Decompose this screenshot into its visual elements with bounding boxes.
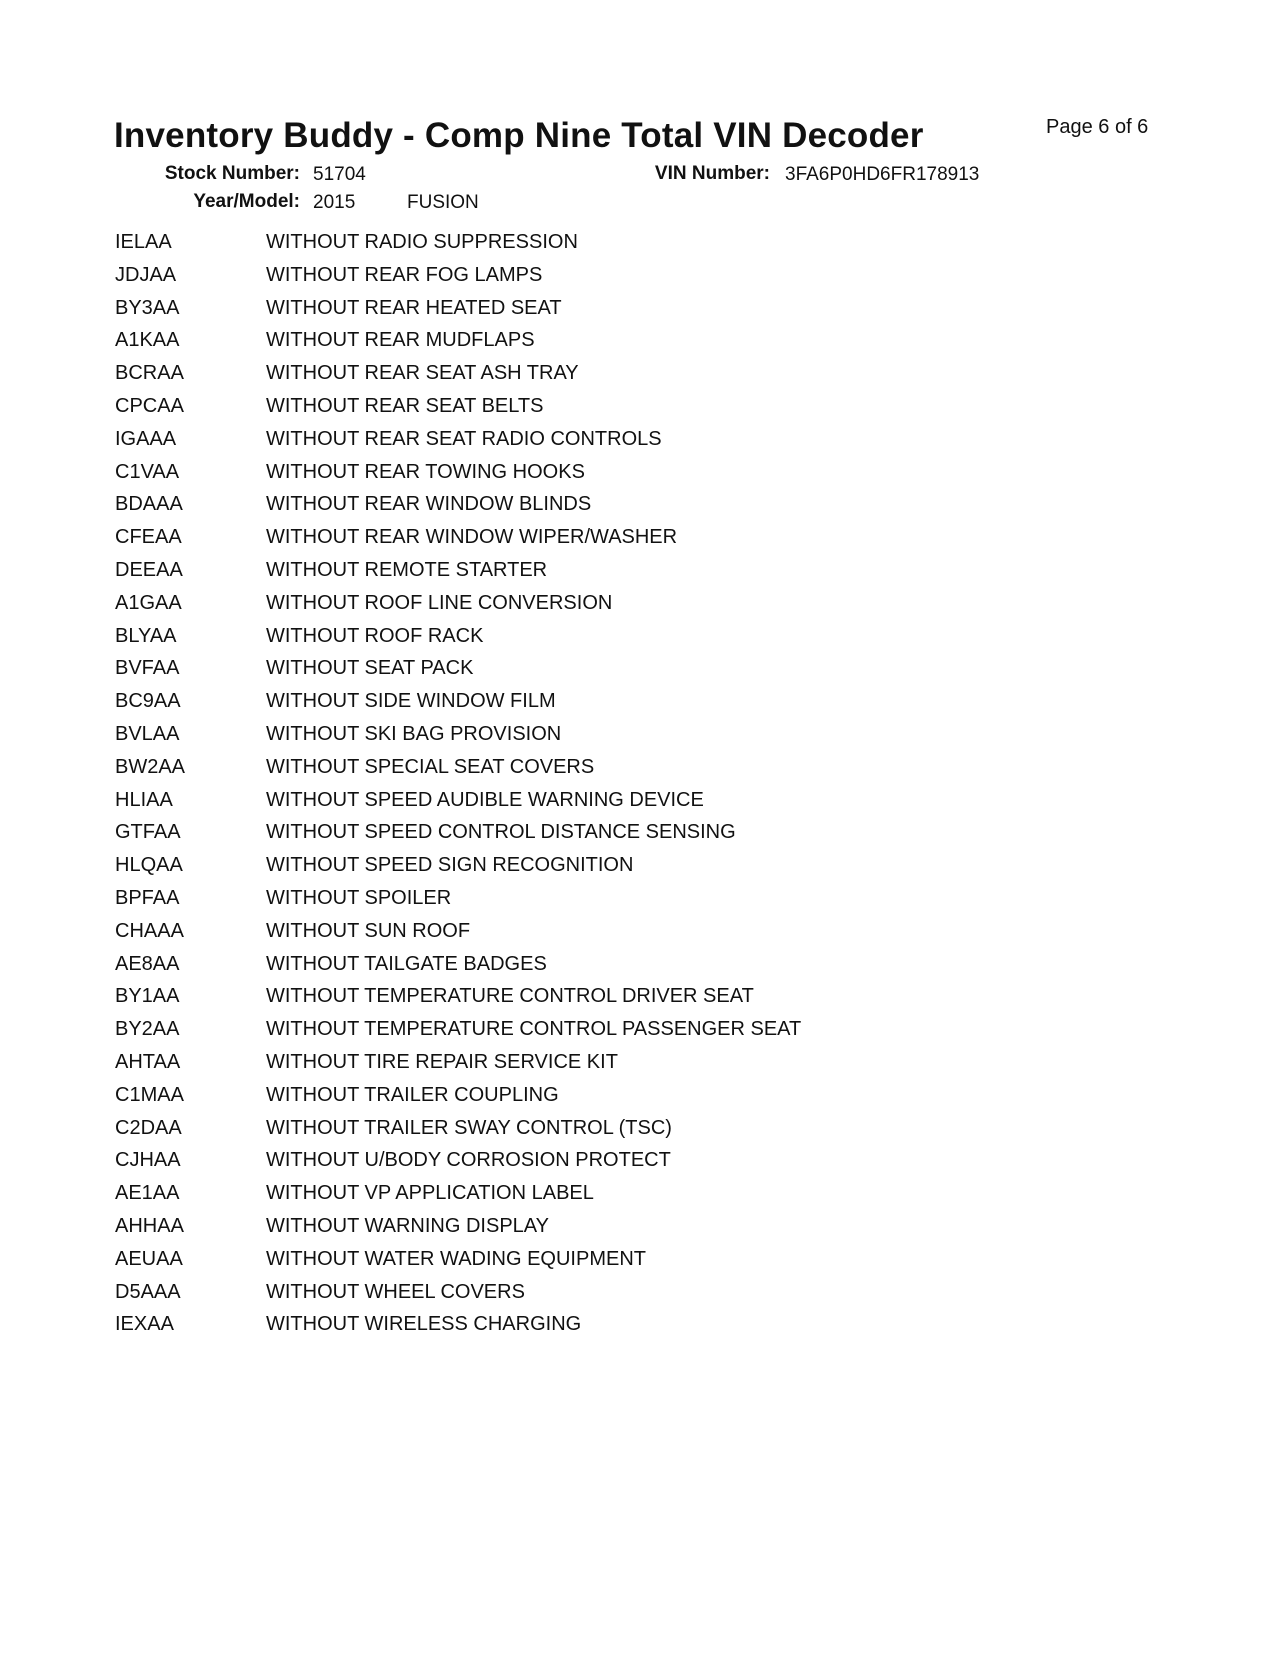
option-row <box>0 1017 1280 1050</box>
option-description: WITHOUT REAR WINDOW WIPER/WASHER <box>266 526 678 549</box>
option-description: WITHOUT REAR HEATED SEAT <box>266 296 562 319</box>
page-number: Page 6 of 6 <box>1046 116 1149 138</box>
option-description: WITHOUT SIDE WINDOW FILM <box>266 690 556 713</box>
year-model-label: Year/Model: <box>193 191 300 212</box>
option-row <box>0 394 1280 427</box>
option-row <box>0 886 1280 919</box>
option-code: BY1AA <box>115 985 180 1008</box>
option-description: WITHOUT WATER WADING EQUIPMENT <box>266 1247 646 1270</box>
option-row <box>0 460 1280 493</box>
option-description: WITHOUT REAR SEAT RADIO CONTROLS <box>266 427 662 450</box>
option-code: AE8AA <box>115 952 180 975</box>
option-description: WITHOUT REAR SEAT ASH TRAY <box>266 362 579 385</box>
stock-number-value: 51704 <box>313 164 366 185</box>
option-description: WITHOUT ROOF LINE CONVERSION <box>266 591 613 614</box>
option-row <box>0 722 1280 755</box>
option-code: HLQAA <box>115 854 183 877</box>
vin-number-value: 3FA6P0HD6FR178913 <box>785 164 980 185</box>
option-row <box>0 1083 1280 1116</box>
option-description: WITHOUT TIRE REPAIR SERVICE KIT <box>266 1050 618 1073</box>
option-code: CFEAA <box>115 526 182 549</box>
option-row <box>0 1181 1280 1214</box>
option-description: WITHOUT ROOF RACK <box>266 624 484 647</box>
option-row <box>0 656 1280 689</box>
option-code: BY2AA <box>115 1018 180 1041</box>
option-code: IGAAA <box>115 427 177 450</box>
option-description: WITHOUT REAR WINDOW BLINDS <box>266 493 592 516</box>
option-description: WITHOUT TAILGATE BADGES <box>266 952 547 975</box>
option-description: WITHOUT WIRELESS CHARGING <box>266 1313 582 1336</box>
option-code: DEEAA <box>115 558 183 581</box>
option-code: IELAA <box>115 231 172 253</box>
option-code: CJHAA <box>115 1149 181 1172</box>
option-code: BC9AA <box>115 690 181 713</box>
option-code: C1MAA <box>115 1083 184 1106</box>
option-description: WITHOUT TRAILER COUPLING <box>266 1083 559 1106</box>
option-code: BDAAA <box>115 493 183 516</box>
option-description: WITHOUT TEMPERATURE CONTROL DRIVER SEAT <box>266 985 754 1008</box>
option-row <box>0 952 1280 985</box>
option-row <box>0 755 1280 788</box>
option-code: A1KAA <box>115 329 180 352</box>
option-row <box>0 230 1280 263</box>
option-row <box>0 853 1280 886</box>
option-description: WITHOUT REAR SEAT BELTS <box>266 394 544 417</box>
option-description: WITHOUT SPEED SIGN RECOGNITION <box>266 854 634 877</box>
option-description: WITHOUT TRAILER SWAY CONTROL (TSC) <box>266 1116 672 1139</box>
option-row <box>0 984 1280 1017</box>
option-code-list <box>0 230 1280 1345</box>
option-row <box>0 263 1280 296</box>
option-row <box>0 492 1280 525</box>
option-code: BPFAA <box>115 886 180 909</box>
option-row <box>0 1312 1280 1345</box>
option-row <box>0 1214 1280 1247</box>
option-description: WITHOUT TEMPERATURE CONTROL PASSENGER SEAT <box>266 1018 802 1041</box>
option-row <box>0 427 1280 460</box>
option-row <box>0 328 1280 361</box>
option-code: BVLAA <box>115 722 180 745</box>
option-code: C2DAA <box>115 1116 182 1139</box>
option-row <box>0 1050 1280 1083</box>
option-code: CPCAA <box>115 394 184 417</box>
option-code: BLYAA <box>115 624 177 647</box>
option-description: WITHOUT SPOILER <box>266 886 452 909</box>
option-code: AHTAA <box>115 1050 181 1073</box>
report-title: Inventory Buddy - Comp Nine Total VIN Decoder <box>114 116 924 155</box>
option-row <box>0 525 1280 558</box>
option-row <box>0 1116 1280 1149</box>
option-row <box>0 1247 1280 1280</box>
option-code: CHAAA <box>115 919 184 942</box>
option-description: WITHOUT SEAT PACK <box>266 657 474 680</box>
option-code: D5AAA <box>115 1280 181 1303</box>
model-value: FUSION <box>407 192 479 213</box>
option-description: WITHOUT SPEED CONTROL DISTANCE SENSING <box>266 821 736 844</box>
option-code: BVFAA <box>115 657 180 680</box>
option-description: WITHOUT WHEEL COVERS <box>266 1280 525 1303</box>
option-description: WITHOUT SUN ROOF <box>266 919 471 942</box>
option-code: IEXAA <box>115 1313 174 1336</box>
option-code: GTFAA <box>115 821 181 844</box>
option-row <box>0 591 1280 624</box>
option-description: WITHOUT REAR FOG LAMPS <box>266 263 543 286</box>
option-description: WITHOUT WARNING DISPLAY <box>266 1214 549 1237</box>
option-description: WITHOUT REAR MUDFLAPS <box>266 329 535 352</box>
option-row <box>0 624 1280 657</box>
option-code: BCRAA <box>115 362 184 385</box>
option-row <box>0 788 1280 821</box>
option-row <box>0 820 1280 853</box>
option-code: AEUAA <box>115 1247 183 1270</box>
option-code: AHHAA <box>115 1214 184 1237</box>
option-code: JDJAA <box>115 263 177 286</box>
option-description: WITHOUT SPEED AUDIBLE WARNING DEVICE <box>266 788 704 811</box>
option-code: AE1AA <box>115 1182 180 1205</box>
option-description: WITHOUT REAR TOWING HOOKS <box>266 460 585 483</box>
option-row <box>0 558 1280 591</box>
option-code: BW2AA <box>115 755 186 778</box>
option-row <box>0 296 1280 329</box>
option-row <box>0 1280 1280 1313</box>
option-description: WITHOUT REMOTE STARTER <box>266 558 548 581</box>
stock-number-label: Stock Number: <box>164 163 300 184</box>
option-description: WITHOUT SKI BAG PROVISION <box>266 722 562 745</box>
option-code: C1VAA <box>115 460 180 483</box>
option-description: WITHOUT U/BODY CORROSION PROTECT <box>266 1149 671 1172</box>
year-value: 2015 <box>313 192 356 213</box>
option-code: A1GAA <box>115 591 182 614</box>
option-code: BY3AA <box>115 296 180 319</box>
option-code: HLIAA <box>115 788 173 811</box>
option-description: WITHOUT SPECIAL SEAT COVERS <box>266 755 595 778</box>
option-row <box>0 361 1280 394</box>
option-description: WITHOUT RADIO SUPPRESSION <box>266 231 578 253</box>
vin-number-label: VIN Number: <box>654 163 770 184</box>
option-row <box>0 1148 1280 1181</box>
option-row <box>0 689 1280 722</box>
option-row <box>0 919 1280 952</box>
option-description: WITHOUT VP APPLICATION LABEL <box>266 1182 594 1205</box>
